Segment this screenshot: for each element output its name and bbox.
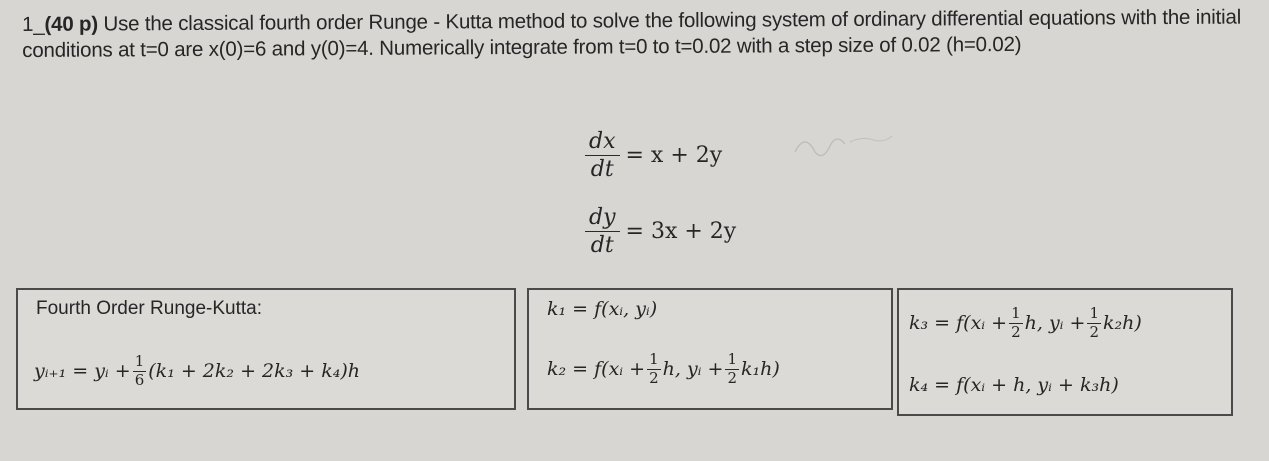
problem-points: (40 p) [44,12,99,36]
k3-frac2-den: 2 [1089,322,1100,341]
problem-number: 1_ [22,12,45,36]
rk-frac-den: 6 [134,370,145,389]
k4-formula: k₄ = f(xᵢ + h, yᵢ + k₃h) [909,374,1119,396]
equation-dx-dt [585,130,722,181]
k1-formula: k₁ = f(xᵢ, yᵢ) [547,298,658,320]
eq2-rhs: = 3x + 2y [625,219,737,245]
problem-text: Use the classical fourth order Runge - Kutta method to solve the following system of ordinary differential equations with the initial conditions at t=0 are x(0)=6 and y(0)=4. Numerically integrate from t=0 to t=0.02 with a step size of 0.02 (h=0.02) [22,5,1242,62]
rk-update-lhs: yᵢ₊₁ = yᵢ + [34,360,131,383]
k3-part-a: k₃ = f(xᵢ + [909,312,1008,335]
k3-frac2-num: 1 [1089,304,1100,322]
k2-part-a: k₂ = f(xᵢ + [547,358,646,381]
rk-frac-num: 1 [134,352,145,370]
k2-frac1-den: 2 [649,368,659,387]
k3-k4-box [897,288,1233,416]
k3-frac1-num: 1 [1011,304,1021,322]
rk-update-formula [34,354,360,389]
k3-frac1-den: 2 [1011,322,1021,341]
k2-frac2-den: 2 [727,368,738,387]
eq1-numerator: dx [585,130,620,156]
eq2-denominator: dt [590,233,614,259]
k1-k2-box [527,288,893,410]
equation-dy-dt [585,206,736,257]
problem-statement [22,5,1242,64]
eq2-numerator: dy [585,206,620,232]
eq1-denominator: dt [590,157,614,183]
k3-part-b: h, yᵢ + [1024,312,1086,335]
k2-part-b: h, yᵢ + [662,358,724,381]
k3-part-c: k₂h) [1103,312,1142,335]
k2-part-c: k₁h) [741,358,780,381]
k3-formula [909,306,1142,341]
k2-frac2-num: 1 [727,350,738,368]
k2-frac1-num: 1 [649,350,659,368]
pencil-scribble [790,122,900,172]
k2-formula [547,352,780,387]
rk-update-rhs: (k₁ + 2k₂ + 2k₃ + k₄)h [148,360,361,383]
rk-label: Fourth Order Runge-Kutta: [36,298,262,319]
runge-kutta-formula-box [16,288,516,410]
eq1-rhs: = x + 2y [625,143,723,169]
